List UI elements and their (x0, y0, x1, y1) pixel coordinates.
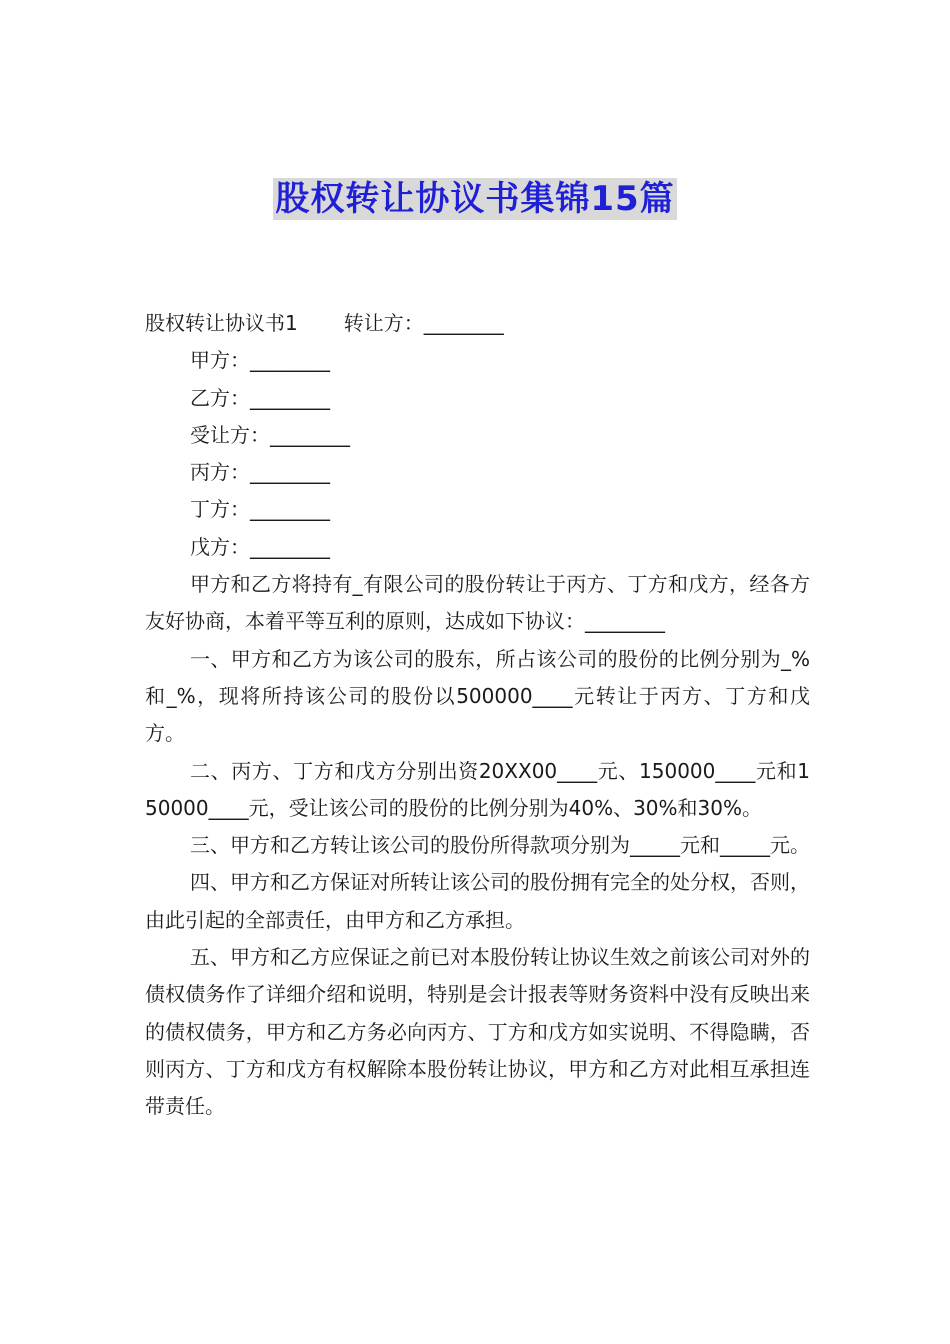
paragraph-intro: 甲方和乙方将持有_有限公司的股份转让于丙方、丁方和戊方，经各方友好协商，本着平等互利的原则，达成如下协议：________ (145, 572, 810, 634)
paragraph-clause-3: 三、甲方和乙方转让该公司的股份所得款项分别为_____元和_____元。 (190, 833, 810, 858)
agreement-label: 股权转让协议书1 (145, 311, 298, 335)
paragraph-clause-4: 四、甲方和乙方保证对所转让该公司的股份拥有完全的处分权，否则，由此引起的全部责任，由甲方和乙方承担。 (145, 870, 810, 932)
paragraph-clause-5: 五、甲方和乙方应保证之前已对本股份转让协议生效之前该公司对外的债权债务作了详细介绍和说明，特别是会计报表等财务资料中没有反映出来的债权债务，甲方和乙方务必向丙方、丁方和戊方如实说明、不得隐瞒，否则丙方、丁方和戊方有权解除本股份转让协议，甲方和乙方对此相互承担连带责任。 (145, 945, 810, 1119)
title-container (0, 178, 950, 220)
paragraph-clause-2: 二、丙方、丁方和戊方分别出资20XX00____元、150000____元和150000____元，受让该公司的股份的比例分别为40%、30%和30%。 (145, 758, 810, 820)
transferee-field: 受让方：________ (190, 422, 350, 447)
party-d-field: 丁方：________ (190, 497, 330, 522)
party-e-field: 戊方：________ (190, 534, 330, 559)
party-c-field: 丙方：________ (190, 460, 330, 485)
document-body (145, 305, 810, 1126)
paragraph-clause-1: 一、甲方和乙方为该公司的股东，所占该公司的股份的比例分别为_%和_%，现将所持该公司的股份以500000____元转让于丙方、丁方和戊方。 (145, 646, 810, 746)
transferor-field: 转让方：________ (343, 311, 504, 335)
party-a-field: 甲方：________ (190, 348, 330, 373)
party-b-field: 乙方：________ (190, 385, 330, 410)
document-title: 股权转让协议书集锦15篇 (275, 179, 675, 219)
heading-line (145, 305, 810, 342)
